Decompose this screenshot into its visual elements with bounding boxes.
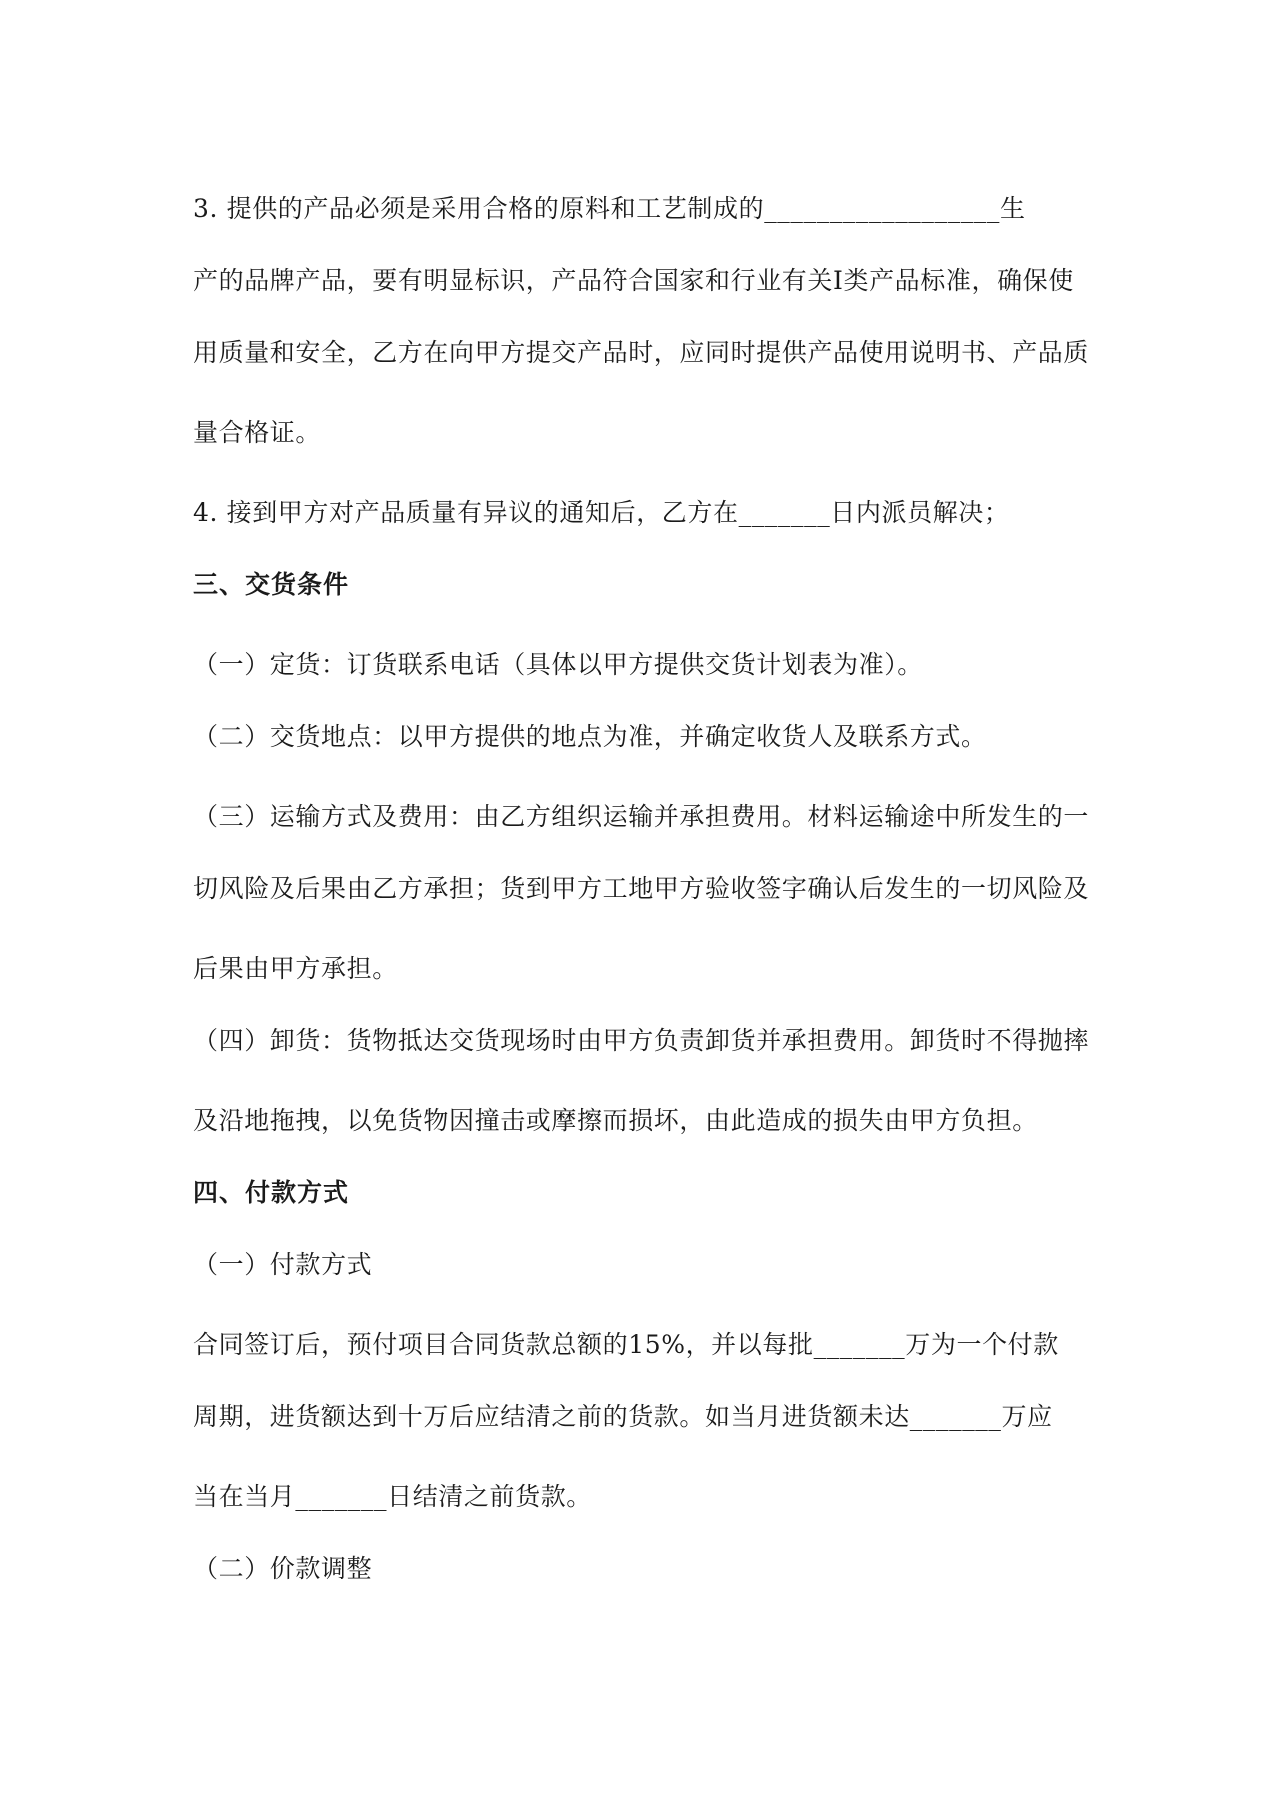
section-heading: 三、交货条件 (193, 570, 350, 599)
paragraph-line: （一）定货：订货联系电话（具体以甲方提供交货计划表为准）。 (193, 650, 923, 679)
paragraph-line: （三）运输方式及费用：由乙方组织运输并承担费用。材料运输途中所发生的一 (193, 802, 1090, 831)
paragraph-line: 4. 接到甲方对产品质量有异议的通知后，乙方在_______日内派员解决； (193, 498, 1010, 527)
paragraph-line: 用质量和安全，乙方在向甲方提交产品时，应同时提供产品使用说明书、产品质 (193, 338, 1090, 367)
paragraph-line: 后果由甲方承担。 (193, 954, 398, 983)
paragraph-line: 合同签订后，预付项目合同货款总额的15%，并以每批_______万为一个付款 (193, 1330, 1059, 1359)
paragraph-line: 3. 提供的产品必须是采用合格的原料和工艺制成的__________________生 (193, 194, 1026, 223)
paragraph-line: 当在当月_______日结清之前货款。 (193, 1482, 592, 1511)
paragraph-line: （四）卸货：货物抵达交货现场时由甲方负责卸货并承担费用。卸货时不得抛摔 (193, 1026, 1090, 1055)
paragraph-line: （二）交货地点：以甲方提供的地点为准，并确定收货人及联系方式。 (193, 722, 987, 751)
paragraph-line: 产的品牌产品，要有明显标识，产品符合国家和行业有关Ⅰ类产品标准，确保使 (193, 266, 1074, 295)
paragraph-line: 周期，进货额达到十万后应结清之前的货款。如当月进货额未达_______万应 (193, 1402, 1053, 1431)
paragraph-line: 量合格证。 (193, 418, 322, 447)
paragraph-line: （一）付款方式 (193, 1250, 373, 1279)
paragraph-line: （二）价款调整 (193, 1554, 373, 1583)
paragraph-line: 及沿地拖拽，以免货物因撞击或摩擦而损坏，由此造成的损失由甲方负担。 (193, 1106, 1038, 1135)
section-heading: 四、付款方式 (193, 1178, 350, 1207)
paragraph-line: 切风险及后果由乙方承担；货到甲方工地甲方验收签字确认后发生的一切风险及 (193, 874, 1090, 903)
